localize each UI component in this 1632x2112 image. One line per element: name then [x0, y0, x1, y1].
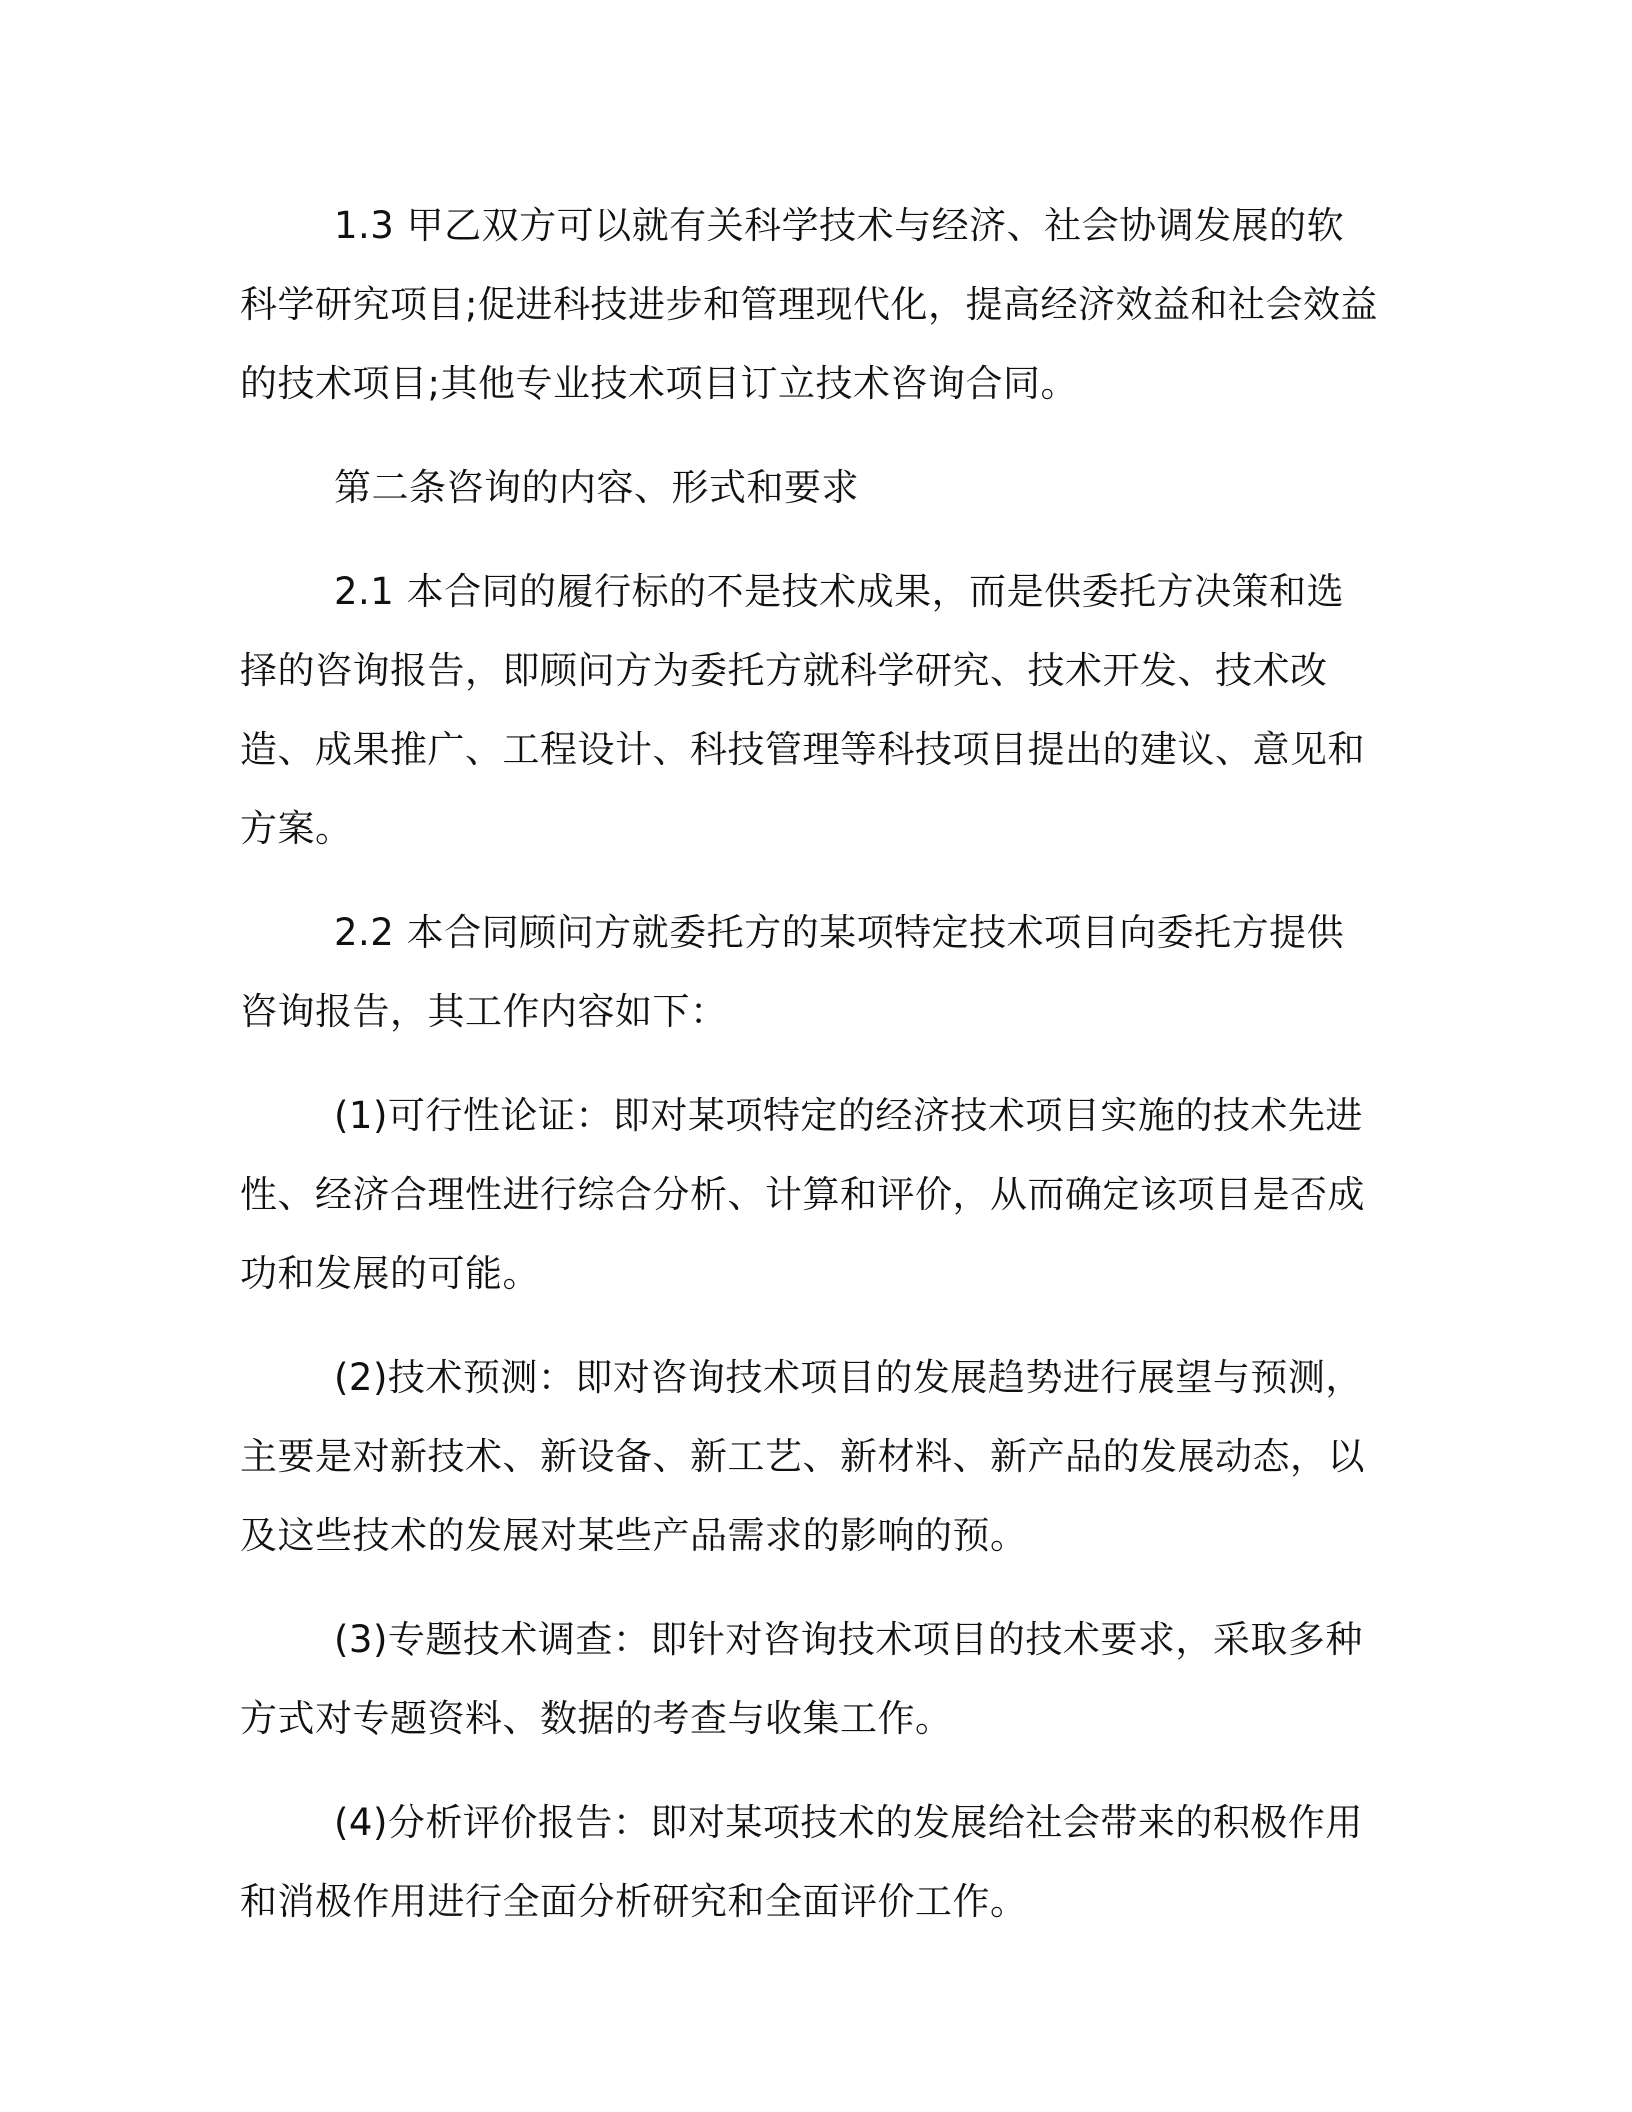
paragraph-2-2: 2.2 本合同顾问方就委托方的某项特定技术项目向委托方提供咨询报告，其工作内容如下：: [240, 911, 1345, 1033]
paragraph-article-2-heading: 第二条咨询的内容、形式和要求: [334, 466, 859, 509]
paragraph-2-1: 2.1 本合同的履行标的不是技术成果，而是供委托方决策和选择的咨询报告，即顾问方为委托方就科学研究、技术开发、技术改造、成果推广、工程设计、科技管理等科技项目提出的建议、意见和方案。: [240, 570, 1365, 850]
paragraph-item-4-evaluation: (4)分析评价报告：即对某项技术的发展给社会带来的积极作用和消极作用进行全面分析研究和全面评价工作。: [240, 1801, 1363, 1923]
paragraph-item-2-forecast: (2)技术预测：即对咨询技术项目的发展趋势进行展望与预测，主要是对新技术、新设备、新工艺、新材料、新产品的发展动态，以及这些技术的发展对某些产品需求的影响的预。: [240, 1356, 1365, 1557]
document-body: [240, 186, 1380, 1966]
paragraph-item-1-feasibility: (1)可行性论证：即对某项特定的经济技术项目实施的技术先进性、经济合理性进行综合分析、计算和评价，从而确定该项目是否成功和发展的可能。: [240, 1094, 1365, 1295]
paragraph-1-3-scope: 1.3 甲乙双方可以就有关科学技术与经济、社会协调发展的软科学研究项目;促进科技进步和管理现代化，提高经济效益和社会效益的技术项目;其他专业技术项目订立技术咨询合同。: [240, 204, 1378, 405]
paragraph-item-3-survey: (3)专题技术调查：即针对咨询技术项目的技术要求，采取多种方式对专题资料、数据的考查与收集工作。: [240, 1618, 1363, 1740]
